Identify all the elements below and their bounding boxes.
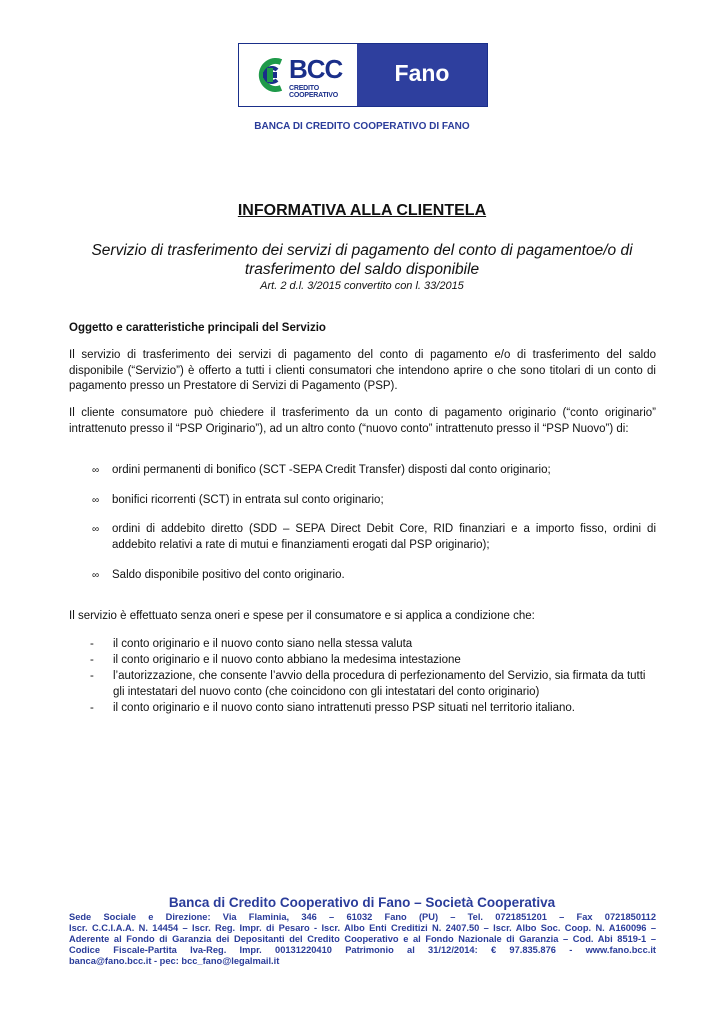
- list-item-text: ordini di addebito diretto (SDD – SEPA Direct Debit Core, RID finanziari e a importo fisso, ordini di addebito relativi a rate di mutui e finanziamenti erogati dal PSP originario);: [112, 523, 656, 551]
- legal-reference: Art. 2 d.l. 3/2015 convertito con l. 33/2015: [260, 280, 464, 292]
- paragraph-transfer-request: Il cliente consumatore può chiedere il trasferimento da un conto di pagamento originario (“conto originario” intrattenuto presso il “PSP Originario”), ad un altro conto (“nuovo conto” intrattenuto presso il “PSP Nuovo”) di:: [69, 407, 656, 435]
- section-title: Oggetto e caratteristiche principali del Servizio: [69, 322, 326, 334]
- footer-tax-info: Codice Fiscale-Partita Iva-Reg. Impr. 00131220410 Patrimonio al 31/12/2014: € 97.835.876 - www.fano.bcc.it: [69, 945, 656, 955]
- logo-brand-text: BCC: [289, 54, 343, 84]
- bullet-symbol: ∞: [92, 495, 100, 506]
- dash-symbol: -: [90, 654, 94, 666]
- footer-title: Banca di Credito Cooperativo di Fano – Società Cooperativa: [168, 895, 556, 910]
- list-item-text: il conto originario e il nuovo conto siano intrattenuti presso PSP situati nel territorio italiano.: [113, 702, 575, 714]
- list-item-text: bonifici ricorrenti (SCT) in entrata sul conto originario;: [112, 494, 384, 506]
- bullet-symbol: ∞: [92, 465, 100, 476]
- dash-symbol: -: [90, 702, 94, 714]
- bullet-symbol: ∞: [92, 524, 100, 535]
- bank-logo: [238, 43, 488, 107]
- logo-left-panel: [239, 44, 357, 106]
- list-item-text: Saldo disponibile positivo del conto originario.: [112, 569, 345, 581]
- logo-right-panel: [357, 44, 487, 106]
- footer-contacts: banca@fano.bcc.it - pec: bcc_fano@legalmail.it: [69, 956, 280, 966]
- logo-tagline: CREDITO COOPERATIVO: [289, 85, 339, 99]
- document-title: INFORMATIVA ALLA CLIENTELA: [237, 202, 487, 219]
- list-item-text: l’autorizzazione, che consente l’avvio della procedura di perfezionamento del Servizio, sia firmata da tutti gli intestatari del nuovo conto (che coincidono con gli intestatari del conto originario): [113, 670, 646, 698]
- dash-symbol: -: [90, 638, 94, 650]
- bank-name-header: BANCA DI CREDITO COOPERATIVO DI FANO: [254, 121, 470, 132]
- footer-address: Sede Sociale e Direzione: Via Flaminia, 346 – 61032 Fano (PU) – Tel. 0721851201 – Fax 0721850112: [69, 912, 656, 922]
- bcc-emblem-icon: [251, 54, 287, 96]
- footer-guarantee-fund: Aderente al Fondo di Garanzia dei Depositanti del Credito Cooperativo e al Fondo Nazionale di Garanzia – Cod. Abi 8519-1 –: [69, 934, 656, 944]
- footer-registration: Iscr. C.C.I.A.A. N. 14454 – Iscr. Reg. Impr. di Pesaro - Iscr. Albo Enti Creditizi N. 2407.50 – Iscr. Albo Soc. Coop. N. A160096 –: [69, 923, 656, 933]
- paragraph-service-description: Il servizio di trasferimento dei servizi di pagamento del conto di pagamento e/o di trasferimento del saldo disponibile (“Servizio”) è offerto a tutti i clienti consumatori che intendono aprire o che sono titolari di un conto di pagamento presso un Prestatore di Servizi di Pagamento (PSP).: [69, 349, 656, 392]
- logo-location: Fano: [394, 60, 450, 86]
- dash-symbol: -: [90, 670, 94, 682]
- list-item-text: ordini permanenti di bonifico (SCT -SEPA Credit Transfer) disposti dal conto originario;: [112, 464, 551, 476]
- paragraph-conditions-intro: Il servizio è effettuato senza oneri e spese per il consumatore e si applica a condizione che:: [69, 610, 535, 622]
- list-item-text: il conto originario e il nuovo conto abbiano la medesima intestazione: [113, 654, 461, 666]
- bullet-symbol: ∞: [92, 570, 100, 581]
- list-item-text: il conto originario e il nuovo conto siano nella stessa valuta: [113, 638, 413, 650]
- document-subtitle: Servizio di trasferimento dei servizi di pagamento del conto di pagamentoe/o di trasferimento del saldo disponibile: [91, 242, 633, 278]
